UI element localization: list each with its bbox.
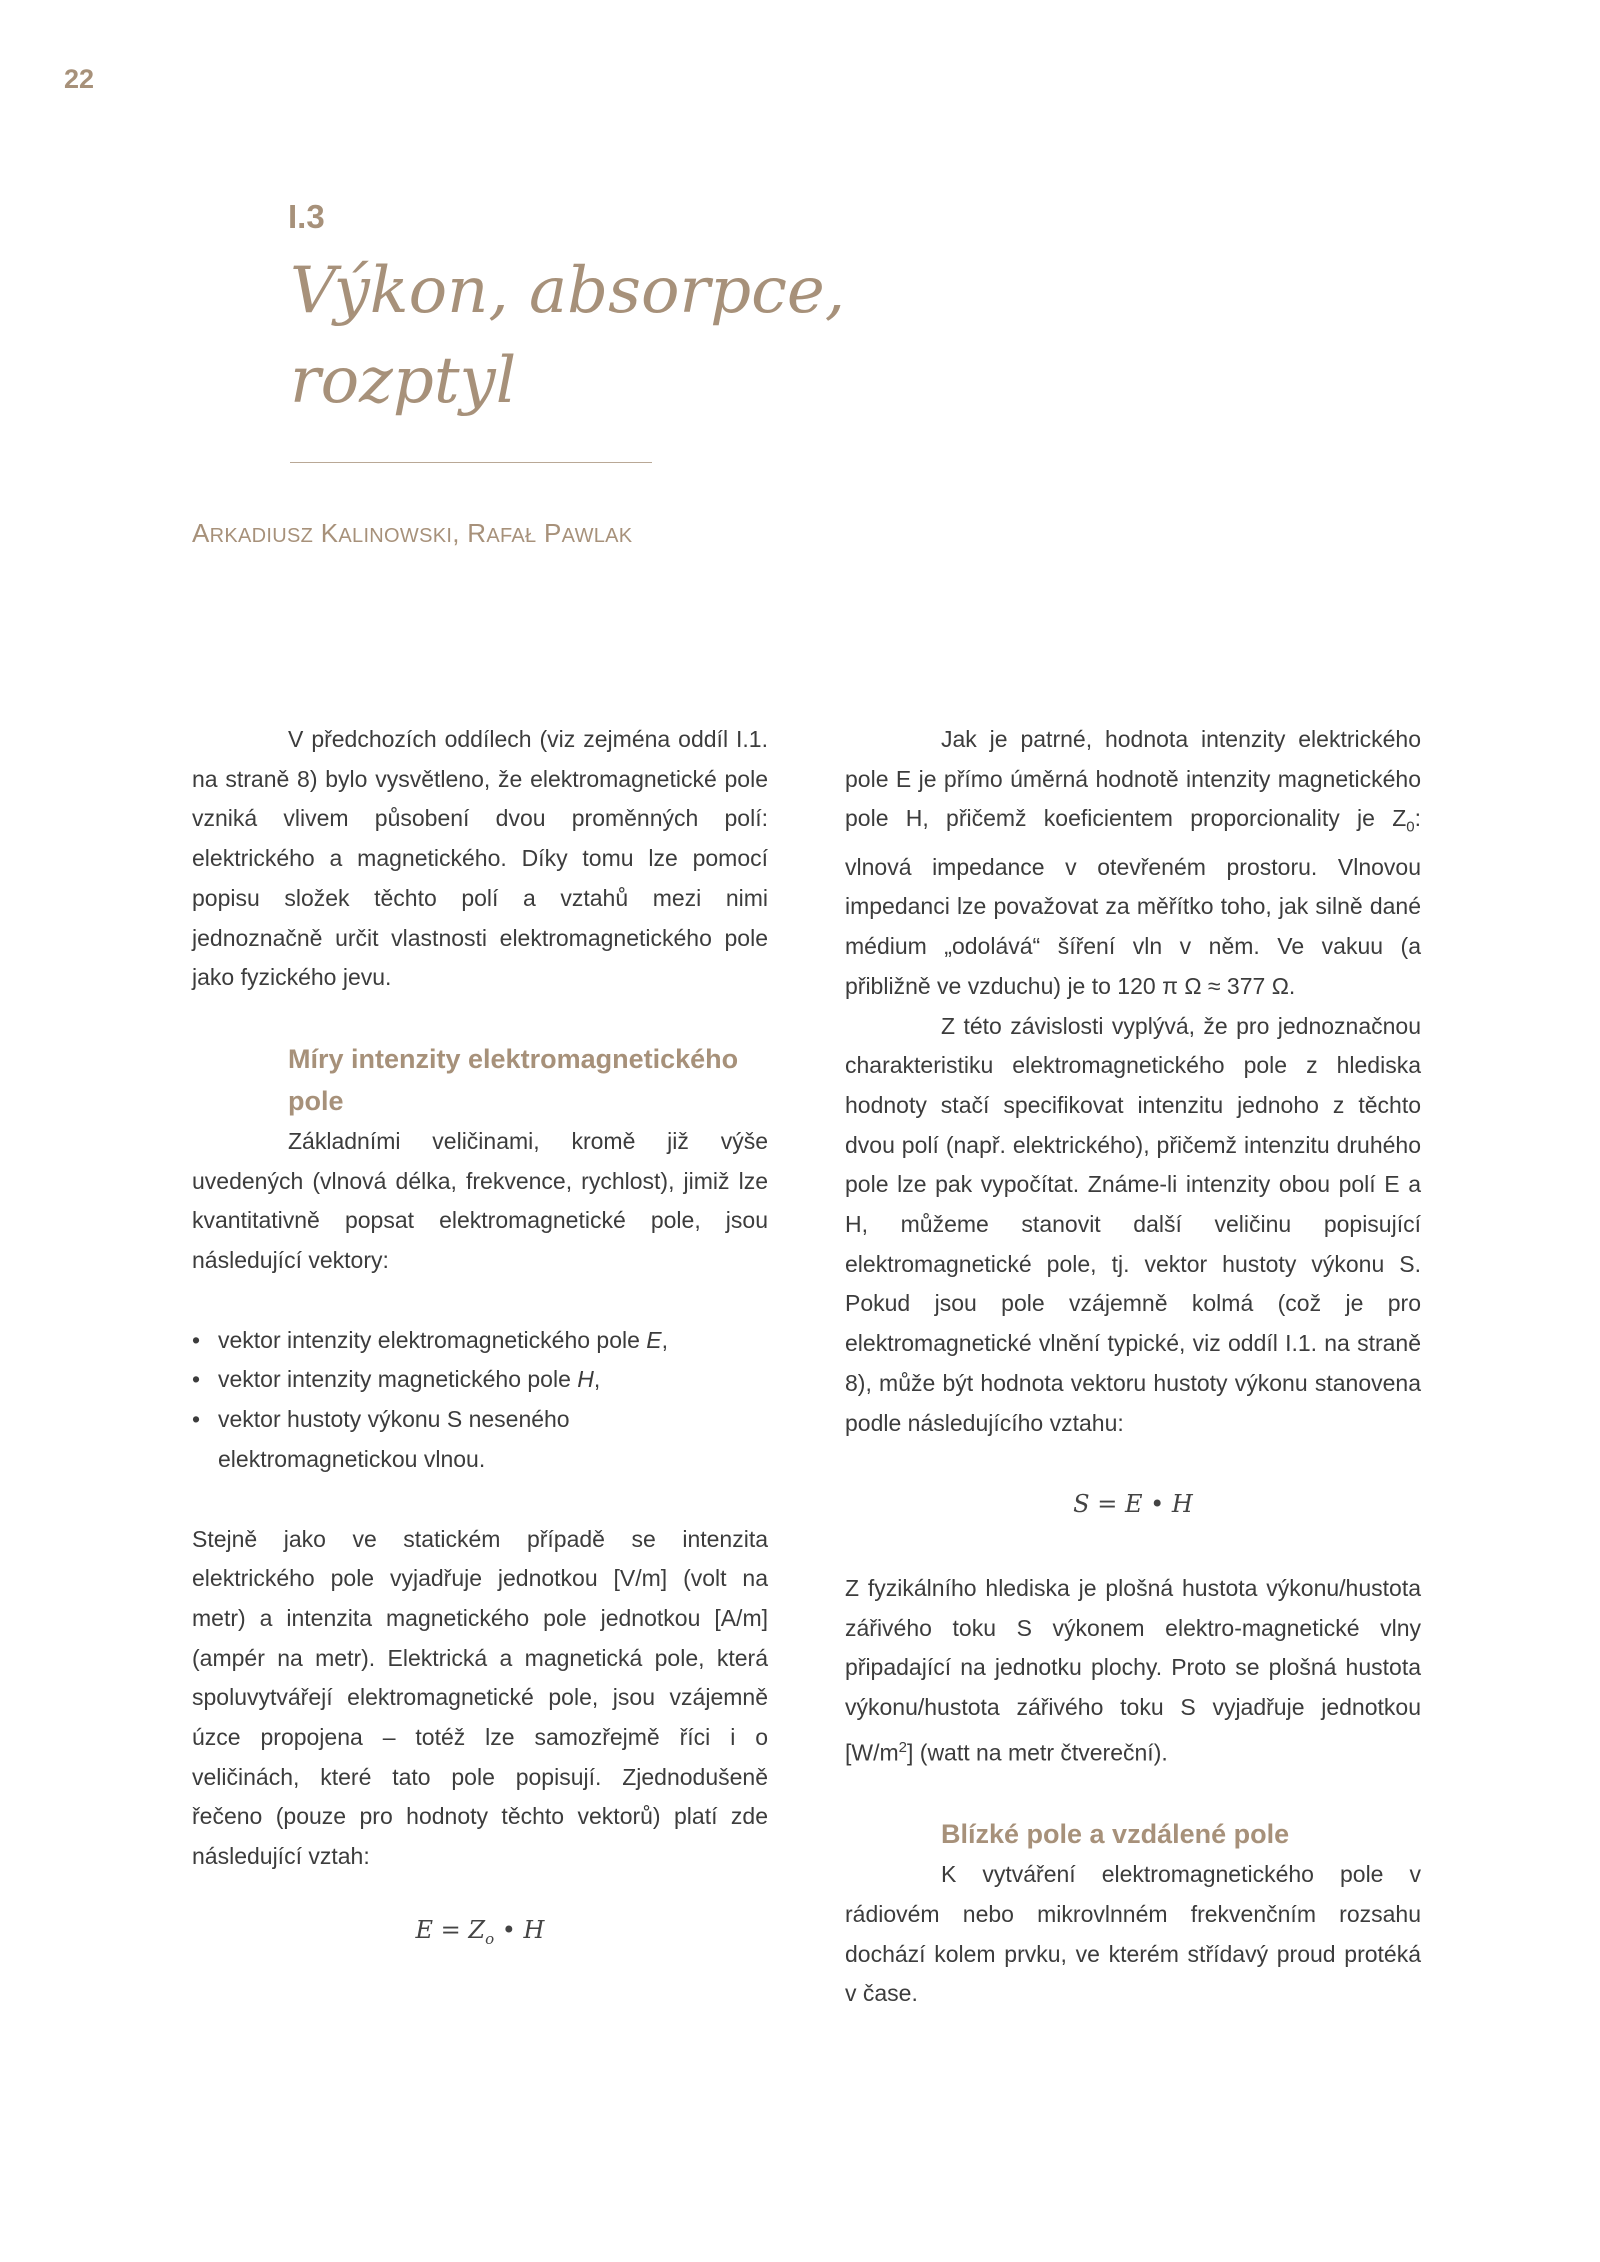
paragraph-intro: V předchozích oddílech (viz zejména oddíl I.1. na straně 8) bylo vysvětleno, že elektromagnetické pole vzniká vlivem působení dvou proměnných polí: elektrického a magnetického. Díky tomu lze pomocí popisu složek těchto polí a vztahů mezi nimi jednoznačně určit vlastnosti elektromagnetického pole jako fyzického jevu.: [192, 726, 768, 991]
formula-e-h: $E = Z_o$ • H: [415, 1915, 545, 1948]
paragraph-quantities: Základními veličinami, kromě již výše uvedených (vlnová délka, frekvence, rychlost), jimiž lze kvantitativně popsat elektromagnetické pole, jsou následující vektory:: [192, 1127, 768, 1274]
chapter-number: I.3: [288, 198, 325, 235]
section-heading-near-far-field: Blízké pole a vzdálené pole: [941, 1819, 1290, 1850]
formula-s-e-h: S = E • H: [1073, 1490, 1193, 1519]
list-item: • vektor intenzity magnetického pole H,: [192, 1360, 768, 1400]
author-1: ARKADIUSZ KALINOWSKI: [192, 518, 453, 548]
list-item: • vektor hustoty výkonu S neseného elektromagnetickou vlnou.: [192, 1400, 768, 1479]
page-number: 22: [64, 64, 95, 94]
chapter-title-line-1: Výkon, absorpce,: [290, 254, 846, 328]
paragraph-units: Stejně jako ve statickém případě se intenzita elektrického pole vyjadřuje jednotkou [V/m] (volt na metr) a intenzita magnetického pole jednotkou [A/m] (ampér na metr). Elektrická a magnetická pole, která spoluvytvářejí elektromagnetické pole, jsou vzájemně úzce propojena – totéž lze samozřejmě říci i o veličinách, které tato pole popisují. Zjednodušeně řečeno (pouze pro hodnoty těchto vektorů) platí zde následující vztah:: [192, 1525, 768, 1870]
author-2: RAFAŁ PAWLAK: [467, 518, 633, 548]
paragraph-power-density: Z této závislosti vyplývá, že pro jednoznačnou charakteristiku elektromagnetického pole z hlediska hodnoty stačí specifikovat intenzitu jednoho z těchto dvou polí (např. elektrického), přičemž intenzitu druhého pole lze pak vypočítat. Známe-li intenzity obou polí E a H, můžeme stanovit další veličinu popisující elektromagnetické pole, tj. vektor hustoty výkonu S. Pokud jsou pole vzájemně kolmá (což je pro elektromagnetické vlnění typické, viz oddíl I.1. na straně 8), může být hodnota vektoru hustoty výkonu stanovena podle následujícího vztahu:: [845, 1012, 1421, 1436]
left-column: [192, 720, 768, 1959]
paragraph-physical-meaning: Z fyzikálního hlediska je plošná hustota výkonu/hustota zářivého toku S výkonem elektro-magnetické vlny připadající na jednotku plochy. Proto se plošná hustota výkonu/hustota zářivého toku S vyjadřuje jednotkou $[W/m^2]$ (watt na metr čtvereční).: [845, 1574, 1421, 1766]
paragraph-near-field: K vytváření elektromagnetického pole v rádiovém nebo mikrovlnném frekvenčním rozsahu dochází kolem prvku, ve kterém střídavý proud protéká v čase.: [845, 1861, 1421, 2007]
chapter-title-line-2: rozptyl: [290, 344, 517, 418]
chapter-title: [290, 246, 990, 426]
section-heading-field-intensity: Míry intenzity elektromagnetického pole: [288, 1043, 739, 1116]
list-item: • vektor intenzity elektromagnetického pole E,: [192, 1321, 768, 1361]
title-divider: [290, 462, 652, 463]
right-column: [845, 720, 1421, 2014]
paragraph-impedance: Jak je patrné, hodnota intenzity elektrického pole E je přímo úměrná hodnotě intenzity magnetického pole H, přičemž koeficientem proporcionality je $Z_0$: vlnová impedance v otevřeném prostoru. Vlnovou impedanci lze považovat za měřítko toho, jak silně dané médium „odolává“ šíření vln v něm. Ve vakuu (a přibližně ve vzduchu) je to 120 π Ω ≈ 377 Ω.: [845, 726, 1421, 999]
vector-list: [192, 1321, 768, 1480]
authors: ARKADIUSZ KALINOWSKI, RAFAŁ PAWLAK: [192, 518, 633, 548]
